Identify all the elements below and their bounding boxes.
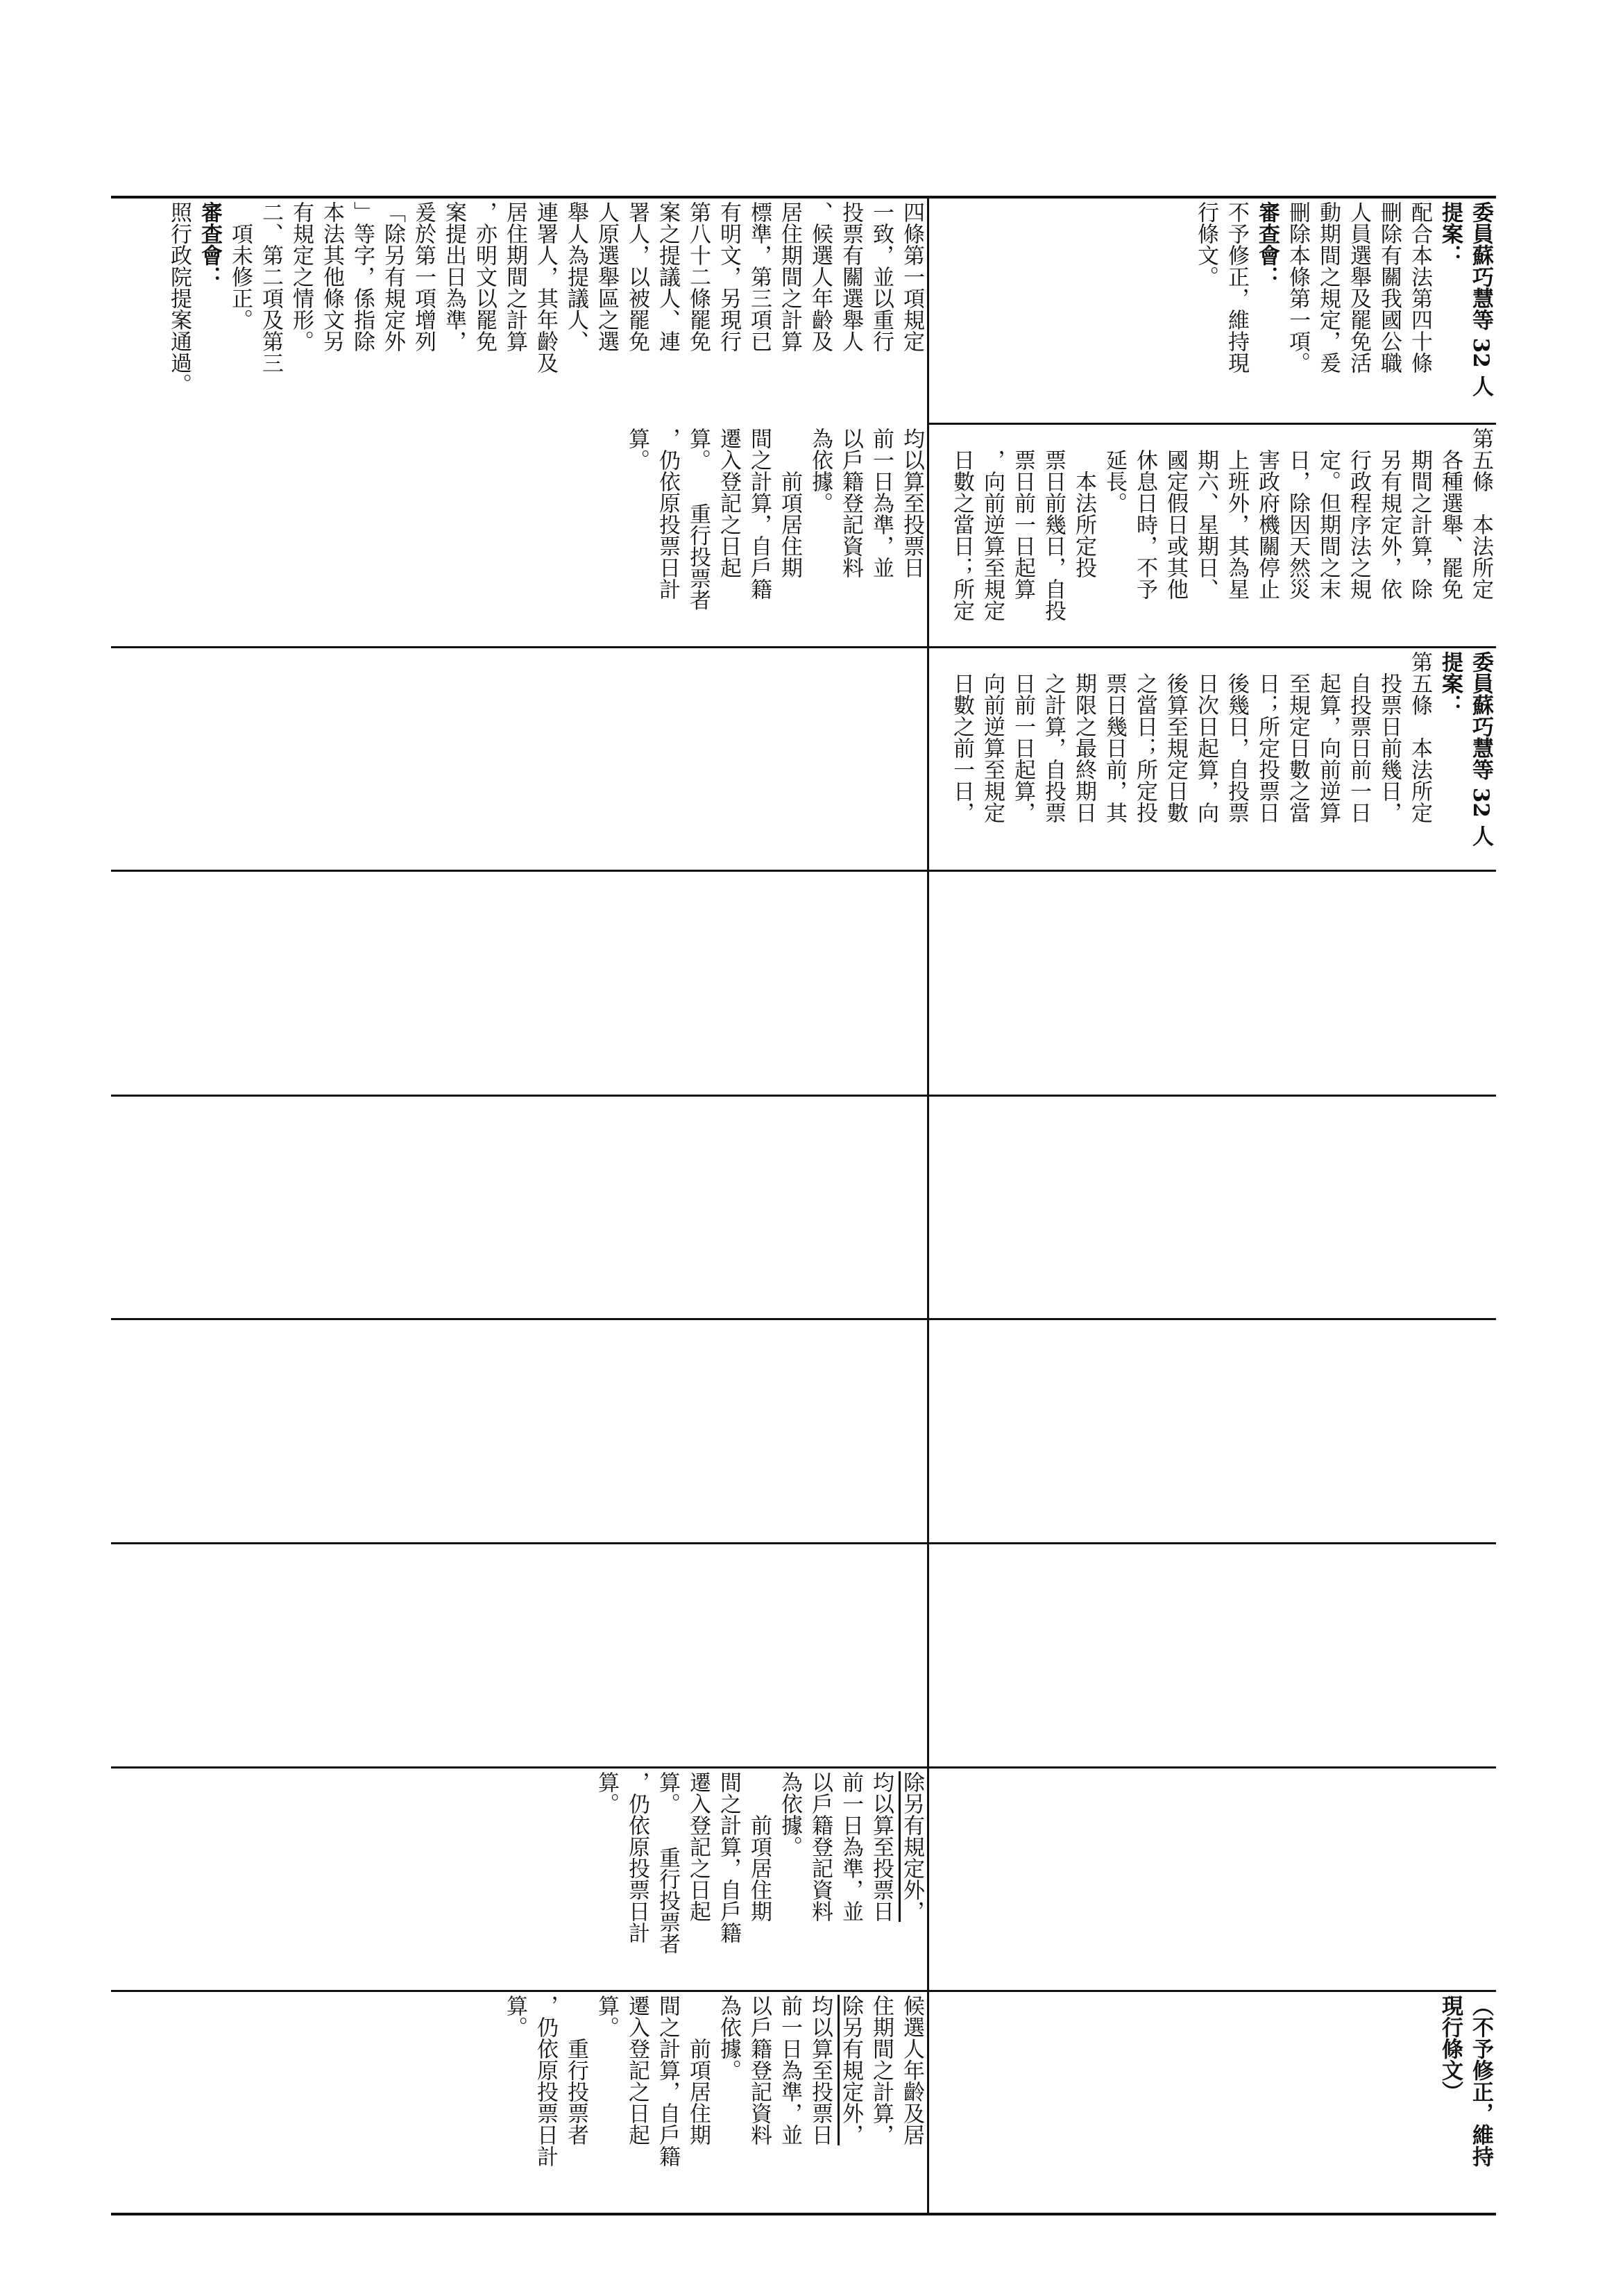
law-line: 為依據。 [716, 1995, 741, 2081]
decision-line: 現行條文） [1438, 1995, 1463, 2102]
proposal-line: 算。 [594, 1771, 619, 1814]
reason-line: 有明文，另現行 [716, 201, 741, 352]
law-line: 均以算至投票日 [808, 1995, 833, 2145]
reason-line: 有規定之情形。 [289, 201, 314, 352]
law-line: 除另有規定外， [838, 1995, 863, 2145]
reason-line: 投票有關選舉人 [838, 201, 863, 352]
reason-line: 連署人，其年齡及 [533, 201, 558, 373]
law-line: 遷入登記之日起 [624, 1995, 649, 2145]
law-line: 前項居住期 [686, 1995, 711, 2145]
law-line: ，向前逆算至規定 [980, 428, 1005, 621]
proposal-line: ，仍依原投票日計 [624, 1771, 649, 1943]
law-line: 延長。 [1102, 428, 1127, 514]
review-result: 照行政院提案通過。 [167, 201, 192, 395]
proposal-amend-cell [111, 1769, 927, 1989]
reason-line: 一致，並以重行 [869, 201, 894, 352]
proposal-cell [927, 648, 1496, 869]
reason-line: 爰於第一項增列 [411, 201, 436, 352]
law-line: 休息日時，不予 [1132, 428, 1157, 600]
proposal-line: 除另有規定外， [899, 1771, 924, 1922]
proposal-line: 日前一日起算， [1010, 651, 1035, 823]
row-divider [111, 870, 1496, 872]
reason-cell-top [111, 199, 927, 422]
law-line: 算。 [502, 1995, 527, 2038]
reason-line: 案之提議人、連 [655, 201, 680, 352]
law-text-row2-left [622, 428, 927, 644]
decision-cell [927, 1992, 1496, 2213]
law-line: 以戶籍登記資料 [747, 1995, 772, 2145]
reason-line: 、候選人年齡及 [808, 201, 833, 352]
decision-line: （不予修正，維持 [1468, 1995, 1493, 2167]
reason-line: 舉人為提議人、 [563, 201, 588, 352]
reason-line: 刪除有關我國公職 [1377, 201, 1402, 373]
law-line: 算。 重行投票者 [686, 428, 711, 611]
proposal-line: 票日幾日前，其 [1102, 651, 1127, 823]
proposal-line: 投票日前幾日， [1377, 651, 1402, 823]
law-line: 害政府機關停止 [1255, 428, 1280, 600]
law-line: 期六、星期日、 [1193, 428, 1218, 600]
reason-line: 署人，以被罷免 [624, 201, 649, 352]
row-divider [111, 1542, 1496, 1544]
reason-line: 」等字，係指除 [350, 201, 375, 352]
law-line: 均以算至投票日 [899, 428, 924, 578]
law-line: 算。 [624, 428, 649, 471]
proposal-line: 前項居住期 [747, 1771, 772, 1922]
law-line: 重行投票者 [563, 1995, 588, 2145]
reason-line: 刪除本條第一項。 [1285, 201, 1310, 373]
review-result-line: 行條文。 [1193, 201, 1218, 287]
row-divider [111, 1318, 1496, 1320]
reason-cell-committee [927, 199, 1496, 422]
proposal-line: 日次日起算，向 [1193, 651, 1218, 823]
proposal-line: 後算至規定日數 [1163, 651, 1188, 823]
proposal-line: 之計算，自投票 [1041, 651, 1066, 823]
law-line: 候選人年齡及居 [899, 1995, 924, 2145]
law-line: 上班外，其為星 [1224, 428, 1249, 600]
reason-line: 居住期間之計算 [777, 201, 802, 352]
row-divider [111, 1095, 1496, 1097]
law-line: 住期間之計算， [869, 1995, 894, 2145]
proposal-line: 向前逆算至規定 [980, 651, 1005, 823]
law-line: 票日前一日起算 [1010, 428, 1035, 600]
proposal-line: 前一日為準，並 [838, 1771, 863, 1922]
reason-line: 標準，第三項已 [747, 201, 772, 352]
decision-text [1435, 1995, 1496, 2211]
law-line: 第五條 本法所定 [1468, 428, 1493, 600]
law-line: 間之計算，自戶籍 [747, 428, 772, 600]
proposal-line: 均以算至投票日 [869, 1771, 894, 1922]
proposal-line: 起算，向前逆算 [1316, 651, 1341, 823]
law-line: 日，除因天然災 [1285, 428, 1310, 600]
reason-line: 動期間之規定，爰 [1316, 201, 1341, 373]
reason-line: 「除另有規定外 [380, 201, 405, 352]
law-line: 前項居住期 [777, 428, 802, 578]
proposal-line: 日數之前一日， [949, 651, 974, 823]
reason-line: 居住期間之計算 [502, 201, 527, 352]
reason-line: 四條第一項規定 [899, 201, 924, 352]
reason-line: 二、第二項及第三 [258, 201, 283, 373]
proposal-amend-text [591, 1771, 927, 1988]
law-line: 前一日為準，並 [869, 428, 894, 578]
proposal-text [946, 651, 1496, 868]
law-line: 算。 [594, 1995, 619, 2038]
reason-line: 配合本法第四十條 [1407, 201, 1432, 373]
law-line: 票日前幾日，自投 [1041, 428, 1066, 621]
law-line: 另有規定外，依 [1377, 428, 1402, 600]
proposal-line: 遷入登記之日起 [686, 1771, 711, 1922]
review-label: 審查會： [1255, 201, 1280, 287]
reason-line: 第八十二條罷免 [686, 201, 711, 352]
reason-line: 項未修正。 [228, 201, 253, 330]
reason-line: 人員選舉及罷免活 [1346, 201, 1371, 373]
proposal-line: 第五條 本法所定 [1407, 651, 1432, 823]
table-bottom-rule [111, 2213, 1496, 2215]
proposal-line: 以戶籍登記資料 [808, 1771, 833, 1922]
law-line: 遷入登記之日起 [716, 428, 741, 578]
proposal-line: 期限之最終期日 [1071, 651, 1096, 823]
proposal-line: 至規定日數之當 [1285, 651, 1310, 823]
law-cell-row2-left [111, 425, 927, 645]
law-line: 為依據。 [808, 428, 833, 514]
reason-committee-text [1191, 201, 1496, 421]
law-line: 各種選舉、罷免 [1438, 428, 1463, 600]
current-law-text [500, 1995, 927, 2211]
law-line: 以戶籍登記資料 [838, 428, 863, 578]
review-label: 審查會： [197, 201, 222, 287]
proposal-line: 間之計算，自戶籍 [716, 1771, 741, 1943]
proposal-line: 日；所定投票日 [1255, 651, 1280, 823]
current-law-cell [111, 1992, 927, 2213]
proposal-line: 自投票日前一日 [1346, 651, 1371, 823]
review-result-line: 不予修正，維持現 [1224, 201, 1249, 373]
law-line: 國定假日或其他 [1163, 428, 1188, 600]
reason-line: 本法其他條文另 [319, 201, 344, 352]
law-cell-row2-right [927, 425, 1496, 645]
proposer-name: 委員蘇巧慧等 32 人 [1468, 651, 1493, 847]
law-line: 本法所定投 [1071, 428, 1096, 578]
law-line: 前一日為準，並 [777, 1995, 802, 2145]
law-line: 日數之當日；所定 [949, 428, 974, 621]
proposal-label: 提案： [1438, 651, 1463, 716]
law-line: ，仍依原投票日計 [655, 428, 680, 600]
reason-line: 案提出日為準， [441, 201, 466, 352]
law-line: 間之計算，自戶籍 [655, 1995, 680, 2167]
reason-line: 人原選舉區之選 [594, 201, 619, 352]
proposal-line: 之當日；所定投 [1132, 651, 1157, 823]
law-line: ，仍依原投票日計 [533, 1995, 558, 2167]
proposal-label: 提案： [1438, 201, 1463, 266]
reason-line: ，亦明文以罷免 [472, 201, 497, 352]
law-text-row2-right [946, 428, 1496, 644]
law-line: 行政程序法之規 [1346, 428, 1371, 600]
reason-text-top [164, 201, 927, 421]
law-line: 定。但期間之末 [1316, 428, 1341, 600]
law-line: 期間之計算，除 [1407, 428, 1432, 600]
proposer-name: 委員蘇巧慧等 32 人 [1468, 201, 1493, 397]
proposal-line: 算。 重行投票者 [655, 1771, 680, 1955]
proposal-line: 後幾日，自投票 [1224, 651, 1249, 823]
proposal-line: 為依據。 [777, 1771, 802, 1857]
